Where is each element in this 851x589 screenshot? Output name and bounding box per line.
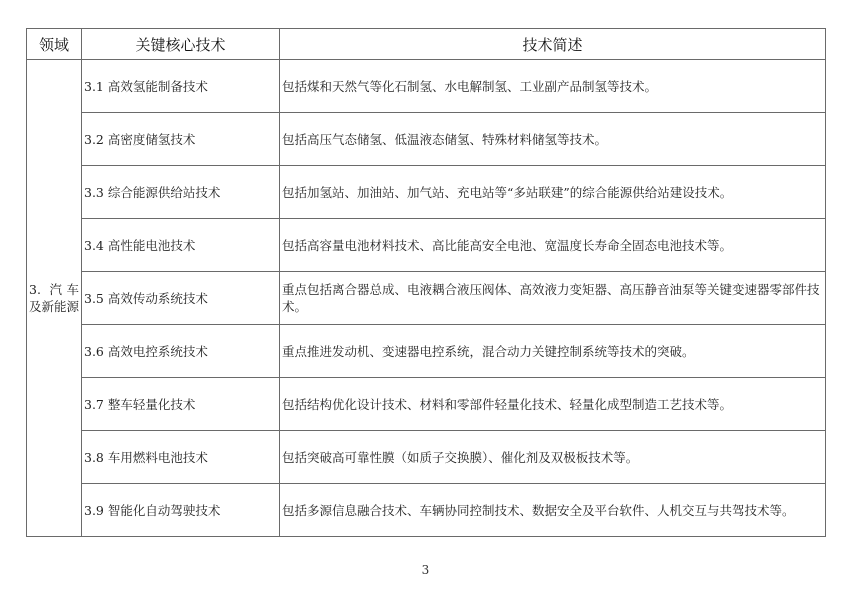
description-cell: 重点推进发动机、变速器电控系统，混合动力关键控制系统等技术的突破。	[280, 325, 826, 378]
description-cell: 包括高压气态储氢、低温液态储氢、特殊材料储氢等技术。	[280, 113, 826, 166]
header-row	[27, 29, 826, 60]
description-cell: 包括多源信息融合技术、车辆协同控制技术、数据安全及平台软件、人机交互与共驾技术等。	[280, 484, 826, 537]
core-technology-cell: 3.5 高效传动系统技术	[82, 272, 280, 325]
table-row	[27, 484, 826, 537]
page-number: 3	[421, 563, 430, 577]
table-row	[27, 431, 826, 484]
description-cell: 包括加氢站、加油站、加气站、充电站等“多站联建”的综合能源供给站建设技术。	[280, 166, 826, 219]
table-row	[27, 272, 826, 325]
header-domain: 领域	[27, 29, 82, 60]
table-row	[27, 325, 826, 378]
description-cell: 包括煤和天然气等化石制氢、水电解制氢、工业副产品制氢等技术。	[280, 60, 826, 113]
description-cell: 包括高容量电池材料技术、高比能高安全电池、宽温度长寿命全固态电池技术等。	[280, 219, 826, 272]
table-row	[27, 166, 826, 219]
core-technology-cell: 3.3 综合能源供给站技术	[82, 166, 280, 219]
core-technology-cell: 3.1 高效氢能制备技术	[82, 60, 280, 113]
header-core-technology: 关键核心技术	[82, 29, 280, 60]
core-technology-cell: 3.2 高密度储氢技术	[82, 113, 280, 166]
description-cell: 包括突破高可靠性膜（如质子交换膜）、催化剂及双极板技术等。	[280, 431, 826, 484]
description-cell: 重点包括离合器总成、电液耦合液压阀体、高效液力变矩器、高压静音油泵等关键变速器零部件技术。	[280, 272, 826, 325]
core-technology-cell: 3.4 高性能电池技术	[82, 219, 280, 272]
core-technology-cell: 3.6 高效电控系统技术	[82, 325, 280, 378]
table-row	[27, 219, 826, 272]
core-technology-cell: 3.7 整车轻量化技术	[82, 378, 280, 431]
core-technology-cell: 3.8 车用燃料电池技术	[82, 431, 280, 484]
table-row	[27, 113, 826, 166]
table-row	[27, 378, 826, 431]
technology-table	[26, 28, 826, 537]
domain-cell: 3. 汽车及新能源	[27, 60, 82, 537]
description-cell: 包括结构优化设计技术、材料和零部件轻量化技术、轻量化成型制造工艺技术等。	[280, 378, 826, 431]
table-row	[27, 60, 826, 113]
core-technology-cell: 3.9 智能化自动驾驶技术	[82, 484, 280, 537]
header-description: 技术简述	[280, 29, 826, 60]
